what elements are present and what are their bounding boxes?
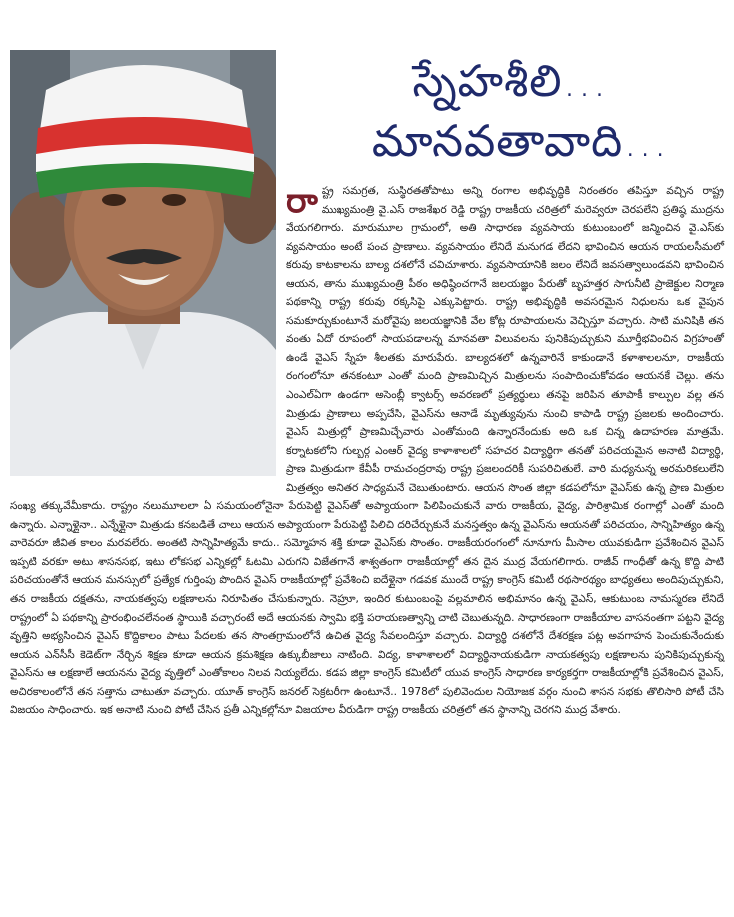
article-text: ష్ట్ర సమగ్రత, సుస్థిరతతోపాటు అన్ని రంగాల అభివృద్ధికి నిరంతరం తపిస్తూ వచ్చిన రాష్ట్ర ముఖ్యమంత్రి వై.ఎస్ రాజశేఖర రెడ్డి రాష్ట్ర రాజకీయ చరిత్రలో మరెవ్వరూ చెరపలేని ప్రతిష్ఠ ముద్రను వేయగలిగారు. మారుమూల గ్రామంలో, అతి సాధారణ వ్యవసాయ కుటుంబంలో జన్మించిన వై.ఎస్‌కు వ్యవసాయం అంటే పంచ ప్రాణాలు. వ్యవసాయం లేనిదే మనుగడ లేదని భావించిన ఆయన రాయలసీమలో కరువు కాటకాలను బాల్య దశలోనే చవిచూశారు. వ్యవసాయానికి జలం లేనిదే జవసత్వాలుండవని భావించిన ఆయన, తాను ముఖ్యమంత్రి పీఠం అధిష్ఠించగానే జలయజ్ఞం పేరుతో బృహత్తర సాగునీటి ప్రాజెక్టుల నిర్మాణ పథకాన్ని రాష్ట్ర కరువు రక్కసిపై ఎక్కుపెట్టారు. రాష్ట్ర అభివృద్ధికి అవసరమైన నిధులను ఒక వైపున సమకూర్చుకుంటూనే మరోవైపు జలయజ్ఞానికి వేల కోట్ల రూపాయలను వెచ్చిస్తూ వచ్చారు. సాటి మనిషికి తన వంతు ఏదో రూపంలో సాయపడాలన్న మానవతా విలువలను పునికిపుచ్చుకుని మూర్తీభవించిన విగ్రహంతో ఉండే వైఎస్ స్నేహ శీలతకు మారుపేరు. బాల్యదశలో ఉన్నవారినే కాకుండానే కళాశాలలనూ, రాజకీయ రంగంలోనూ తనకంటూ ఎంతో మంది ప్రాణమిచ్చిన మిత్రులను సంపాదించుకోవడం ఆయనకే చెల్లు. తను ఎంఎల్‌ఏగా ఉండగా అసెంబ్లీ క్వాటర్స్ అవరణలో ప్రత్యర్థులు తనపై జరిపిన తూపాకీ కాల్పుల వల్ల తన మిత్రుడు ప్రాణాలు అప్పచేసి, వైఎస్‌ను ఆనాడే మృత్యువును నుంచి కాపాడి రాష్ట్ర ప్రజలకు అందించారు. వైఎస్ మిత్రుల్లో ప్రాణమిచ్చేవారు ఎంతోమంది ఉన్నారనేందుకు అది ఒక చిన్న ఉదాహరణ మాత్రమే. కర్నాటకలోని గుల్బర్గ ఎంఆర్ వైద్య కాళాశాలలో సహచర విద్యార్థిగా తనతో పరిచయమైన అనాటి విద్యార్థి, ప్రాణ మిత్రుడుగా కేవీపీ రామచంద్రరావు రాష్ట్ర ప్రజలందరికీ సుపరిచితులే. వారి మధ్యనున్న అరమరికలులేని మిత్రత్వం అనితర సాధ్యమనే చెబుతుంటారు. ఆయన సొంత జిల్లా కడపలోనూ వైఎస్‌కు ఉన్న ప్రాణ మిత్రుల సంఖ్య తక్కువేమీకాదు. రాష్ట్రం నలుమూలలా ఏ సమయంలోనైనా పేరుపెట్టి వైఎస్‌తో అప్యాయంగా పిలిపించుకునే వారు రాజకీయ, వైద్య, పారిశ్రామిక రంగాల్లో ఎంతో మంది ఉన్నారు. ఎన్నాళ్లైనా.. ఎన్నేళ్లైనా మిత్రుడు కనబడితే చాలు ఆయన అప్యాయంగా పేరుపెట్టి పిలిచి దరిచేర్చుకునే మనస్తత్వం ఉన్న వైఎస్‌ను ఆయనతో పరిచయం, సాన్నిహిత్యం ఉన్న వారెవరూ జీవిత కాలం మరవలేరు. అంతటి సాన్నిహిత్యమే కాదు.. సమ్మోహన శక్తి కూడా వైఎస్‌కు సొంతం. రాజకీయరంగంలో నూనూగు మీసాల యువకుడిగా ప్రవేశించిన వైఎస్ ఇప్పటి వరకూ అటు శాసనసభ, ఇటు లోకసభ ఎన్నికల్లో ఓటమి ఎరుగని విజేతగానే శాశ్వతంగా రాజకీయాల్లో తన దైన ముద్ర వేయగలిగారు. రాజీవ్ గాంధీతో ఉన్న కొద్ది పాటి పరిచయంతోనే ఆయన మనస్సులో ప్రత్యేక గుర్తింపు పొందిన వైఎస్ రాజకీయాల్లో ప్రవేశించి ఐదేళ్లైనా గడవక ముందే రాష్ట్ర కాంగ్రెస్ కమిటీ రథసారథ్యం బాధ్యతలు అందిపుచ్చుకుని, తన రాజకీయ దక్షతను, నాయకత్వపు లక్షణాలను నిరూపితం చేసుకున్నారు. నెహ్రూ, ఇందిర కుటుంబంపై వల్లమాలిన అభిమానం ఉన్న వైఎస్, ఆకుటుంబ నామస్మరణ లేనిదే రాష్ట్రంలో ఏ పథకాన్ని ప్రారంభించలేనంత స్థాయికి వచ్చారంటే అదే ఆయనకు స్వామి భక్తి పరాయణత్వాన్ని చాటి చెబుతున్నది. సాధారణంగా రాజకీయాల వాసనంతగా పట్టని వైద్య వృత్తిని అభ్యసించిన వైఎస్ కొద్దికాలం పాటు పేదలకు తన సొంతగ్రామంలోనే ఉచిత వైద్య సేవలందిస్తూ వచ్చారు. విద్యార్థి దశలోనే దేశరక్షణ పట్ల అవగాహన పెంచుకునేందుకు ఆయన ఎన్‌సీసీ కెడెట్‌గా నేర్చిన శిక్షణ కూడా ఆయన క్రమశిక్షణ ఉక్కుబీజాలు నాటింది. విద్య, కాళాశాలలో విద్యార్థినాయకుడిగా నాయకత్వపు లక్షణాలను పునికిపుచ్చుకున్న వైఎస్‌ను ఆ లక్షణాలే ఆయనను వైద్య వృత్తిలో ఎంతోకాలం నిలవ నియ్యలేదు. కడప జిల్లా కాంగ్రెస్ కమిటీలో యువ కాంగ్రెస్ సాధారణ కార్యకర్తగా రాజకీయాల్లోకి ప్రవేశించిన వైఎస్, అచిరకాలంలోనే తన సత్తాను చాటుతూ వచ్చారు. యూత్ కాంగ్రెస్ జనరల్ సెక్రటరీగా ఉంటూనే.. 1978లో పులివెందుల నియోజక వర్గం నుంచి శాసన సభకు తొలిసారి పోటీ చేసి విజయం సాధించారు. ఇక అనాటి నుంచి పోటీ చేసిన ప్రతీ ఎన్నికల్లోనూ విజయాల వీరుడిగా రాష్ట్ర రాజకీయ చరిత్రలో తన స్థానాన్ని చెరగని ముద్ర వేశారు. (10, 185, 724, 717)
photo-wrap-space (10, 182, 286, 480)
drop-cap: రా (286, 181, 318, 221)
headline (300, 52, 720, 172)
headline-line-2: మానవతావాది... (371, 116, 669, 167)
headline-line-1: స్నేహశీలి... (412, 56, 608, 107)
article-body (10, 182, 724, 720)
